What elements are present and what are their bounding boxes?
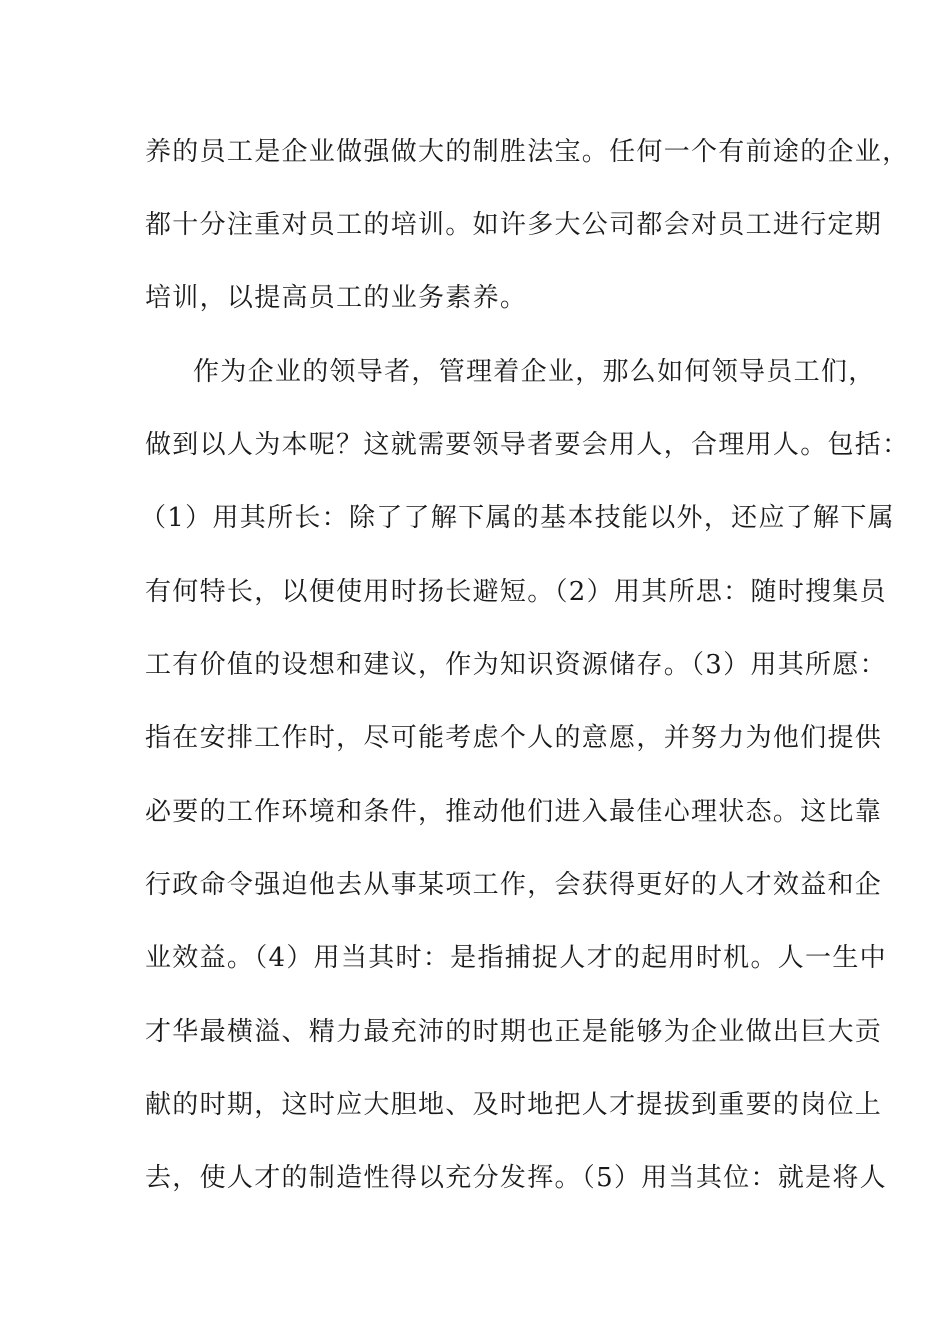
text-line-13: 才华最横溢、精力最充沛的时期也正是能够为企业做出巨大贡 — [145, 1017, 883, 1047]
text-line-6: （1）用其所长：除了了解下属的基本技能以外，还应了解下属 — [140, 503, 895, 533]
text-line-3: 培训，以提高员工的业务素养。 — [145, 283, 528, 313]
text-line-11: 行政命令强迫他去从事某项工作，会获得更好的人才效益和企 — [145, 870, 883, 900]
text-line-12: 业效益。（4）用当其时：是指捕捉人才的起用时机。人一生中 — [145, 943, 887, 973]
text-line-8: 工有价值的设想和建议，作为知识资源储存。（3）用其所愿： — [145, 650, 887, 680]
text-line-2: 都十分注重对员工的培训。如许多大公司都会对员工进行定期 — [145, 210, 883, 240]
text-line-15: 去，使人才的制造性得以充分发挥。（5）用当其位：就是将人 — [145, 1163, 887, 1193]
text-line-5: 做到以人为本呢？这就需要领导者要会用人，合理用人。包括： — [145, 430, 910, 460]
text-line-7: 有何特长，以便使用时扬长避短。（2）用其所思：随时搜集员 — [145, 577, 887, 607]
text-line-1: 养的员工是企业做强做大的制胜法宝。任何一个有前途的企业， — [145, 137, 910, 167]
text-line-10: 必要的工作环境和条件，推动他们进入最佳心理状态。这比靠 — [145, 797, 883, 827]
text-line-4: 作为企业的领导者，管理着企业，那么如何领导员工们， — [193, 357, 876, 387]
text-line-14: 献的时期，这时应大胆地、及时地把人才提拔到重要的岗位上 — [145, 1090, 883, 1120]
text-line-9: 指在安排工作时，尽可能考虑个人的意愿，并努力为他们提供 — [145, 723, 883, 753]
